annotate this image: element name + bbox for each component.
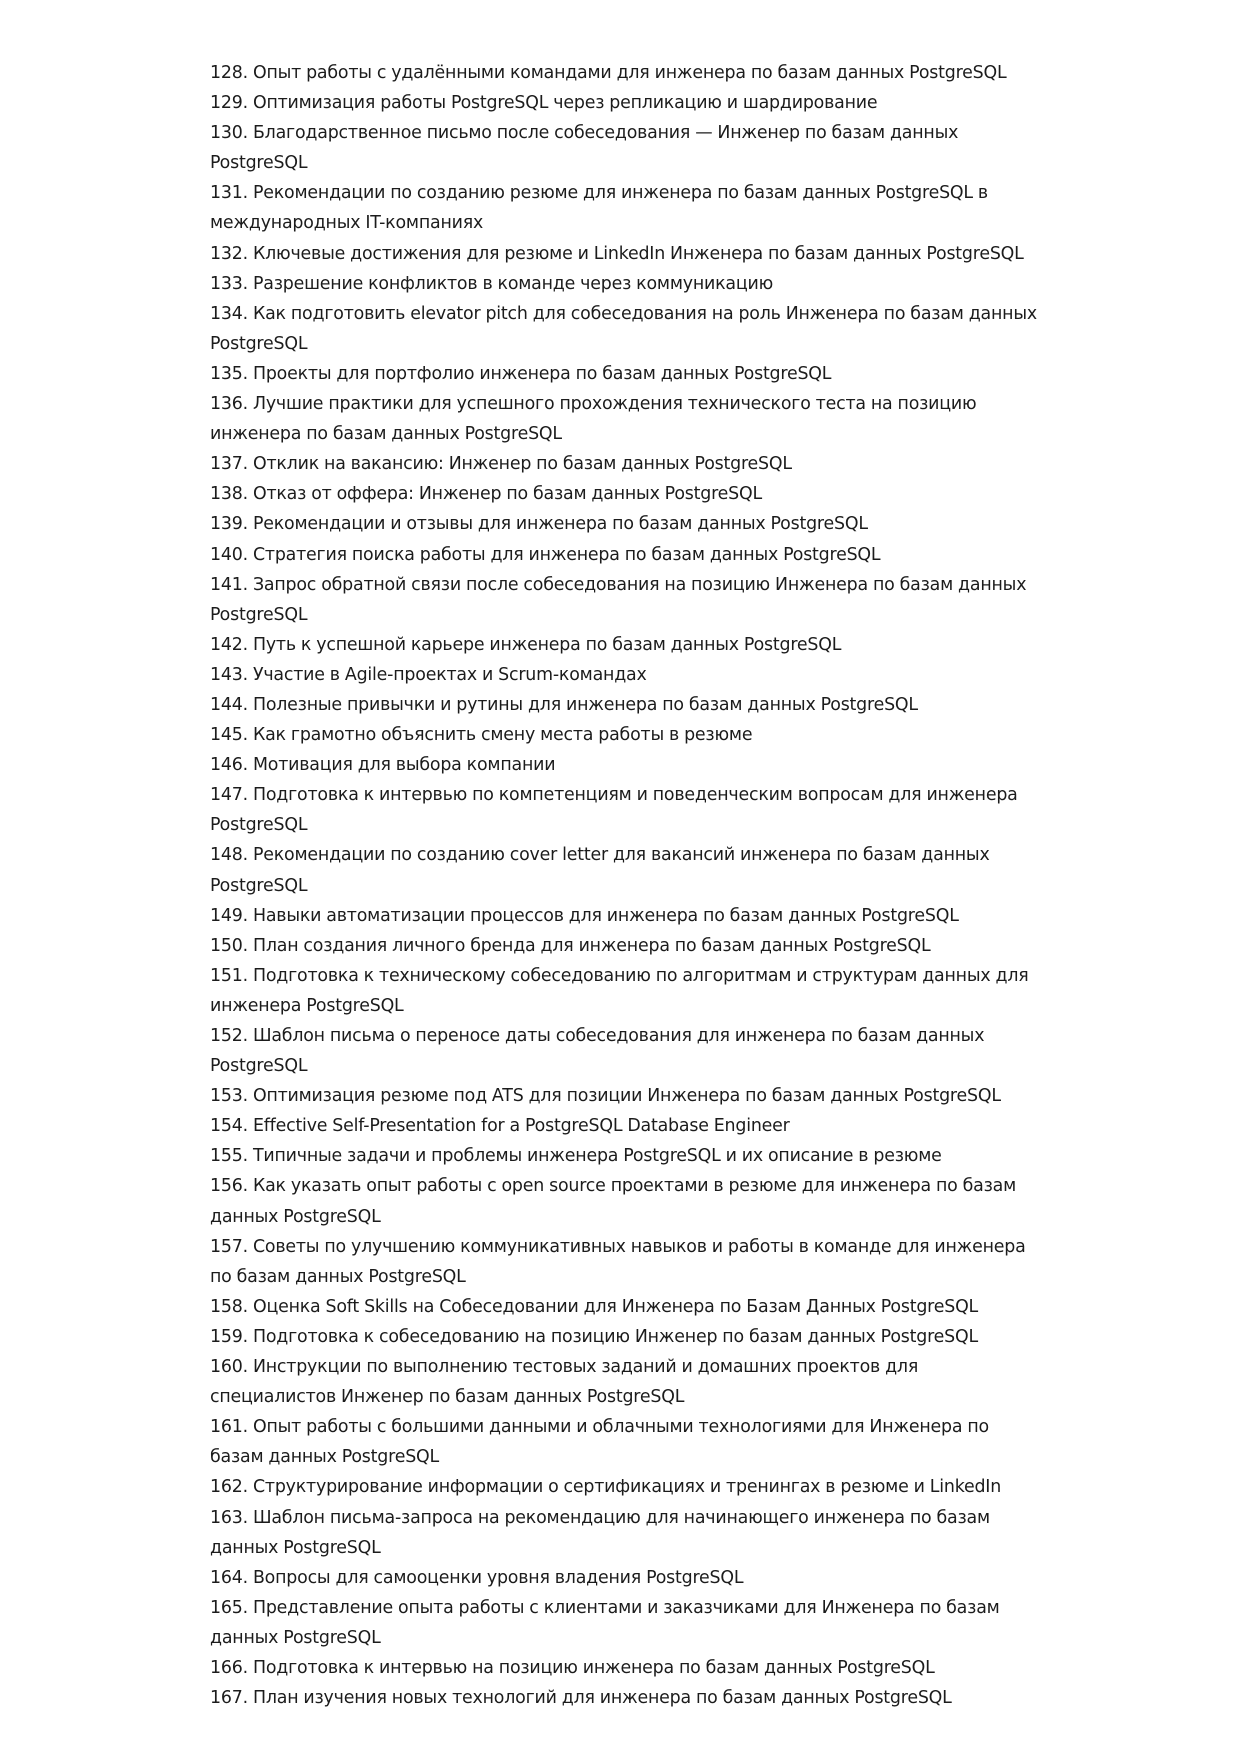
toc-item-134: 134. Как подготовить elevator pitch для собеседования на роль Инженера по базам данных PostgreSQL <box>210 303 1037 354</box>
toc-item-153: 153. Оптимизация резюме под ATS для позиции Инженера по базам данных PostgreSQL <box>210 1086 1001 1107</box>
toc-item-166: 166. Подготовка к интервью на позицию инженера по базам данных PostgreSQL <box>210 1657 935 1678</box>
toc-item-150: 150. План создания личного бренда для инженера по базам данных PostgreSQL <box>210 935 931 956</box>
toc-item-167: 167. План изучения новых технологий для инженера по базам данных PostgreSQL <box>210 1688 952 1709</box>
toc-item-137: 137. Отклик на вакансию: Инженер по базам данных PostgreSQL <box>210 454 792 475</box>
toc-item-157: 157. Советы по улучшению коммуникативных навыков и работы в команде для инженера по базам данных PostgreSQL <box>210 1236 1026 1287</box>
toc-item-140: 140. Стратегия поиска работы для инженера по базам данных PostgreSQL <box>210 544 881 565</box>
toc-item-148: 148. Рекомендации по созданию cover letter для вакансий инженера по базам данных PostgreSQL <box>210 845 990 896</box>
toc-item-151: 151. Подготовка к техническому собеседованию по алгоритмам и структурам данных для инженера PostgreSQL <box>210 965 1029 1016</box>
document-page <box>210 58 1040 1713</box>
toc-item-128: 128. Опыт работы с удалёнными командами для инженера по базам данных PostgreSQL <box>210 63 1007 83</box>
toc-item-133: 133. Разрешение конфликтов в команде через коммуникацию <box>210 273 774 294</box>
toc-item-135: 135. Проекты для портфолио инженера по базам данных PostgreSQL <box>210 363 832 384</box>
toc-list <box>210 58 1040 1713</box>
toc-item-152: 152. Шаблон письма о переносе даты собеседования для инженера по базам данных PostgreSQL <box>210 1026 985 1077</box>
toc-item-141: 141. Запрос обратной связи после собеседования на позицию Инженера по базам данных PostgreSQL <box>210 574 1027 625</box>
toc-item-131: 131. Рекомендации по созданию резюме для инженера по базам данных PostgreSQL в международных IT-компаниях <box>210 183 988 234</box>
toc-item-144: 144. Полезные привычки и рутины для инженера по базам данных PostgreSQL <box>210 694 918 715</box>
toc-item-138: 138. Отказ от оффера: Инженер по базам данных PostgreSQL <box>210 484 762 505</box>
toc-item-161: 161. Опыт работы с большими данными и облачными технологиями для Инженера по базам данных PostgreSQL <box>210 1417 989 1468</box>
toc-item-147: 147. Подготовка к интервью по компетенциям и поведенческим вопросам для инженера PostgreSQL <box>210 785 1018 836</box>
toc-item-132: 132. Ключевые достижения для резюме и LinkedIn Инженера по базам данных PostgreSQL <box>210 243 1024 264</box>
toc-item-145: 145. Как грамотно объяснить смену места работы в резюме <box>210 725 753 746</box>
toc-item-154: 154. Effective Self-Presentation for a PostgreSQL Database Engineer <box>210 1116 790 1137</box>
toc-item-130: 130. Благодарственное письмо после собеседования — Инженер по базам данных PostgreSQL <box>210 123 959 174</box>
toc-item-162: 162. Структурирование информации о сертификациях и тренингах в резюме и LinkedIn <box>210 1477 1002 1498</box>
toc-item-164: 164. Вопросы для самооценки уровня владения PostgreSQL <box>210 1567 744 1588</box>
toc-item-129: 129. Оптимизация работы PostgreSQL через репликацию и шардирование <box>210 93 878 114</box>
toc-item-139: 139. Рекомендации и отзывы для инженера по базам данных PostgreSQL <box>210 514 868 535</box>
toc-item-136: 136. Лучшие практики для успешного прохождения технического теста на позицию инженера по базам данных PostgreSQL <box>210 394 977 445</box>
toc-item-143: 143. Участие в Agile-проектах и Scrum-командах <box>210 664 647 685</box>
toc-item-158: 158. Оценка Soft Skills на Собеседовании для Инженера по Базам Данных PostgreSQL <box>210 1296 979 1317</box>
toc-item-149: 149. Навыки автоматизации процессов для инженера по базам данных PostgreSQL <box>210 905 959 926</box>
toc-item-165: 165. Представление опыта работы с клиентами и заказчиками для Инженера по базам данных PostgreSQL <box>210 1597 1000 1648</box>
toc-item-146: 146. Мотивация для выбора компании <box>210 755 556 776</box>
toc-item-159: 159. Подготовка к собеседованию на позицию Инженер по базам данных PostgreSQL <box>210 1326 978 1347</box>
toc-item-142: 142. Путь к успешной карьере инженера по базам данных PostgreSQL <box>210 634 842 655</box>
toc-item-155: 155. Типичные задачи и проблемы инженера PostgreSQL и их описание в резюме <box>210 1146 942 1167</box>
toc-item-163: 163. Шаблон письма-запроса на рекомендацию для начинающего инженера по базам данных PostgreSQL <box>210 1507 990 1558</box>
toc-item-156: 156. Как указать опыт работы с open source проектами в резюме для инженера по базам данных PostgreSQL <box>210 1176 1017 1227</box>
toc-item-160: 160. Инструкции по выполнению тестовых заданий и домашних проектов для специалистов Инженер по базам данных PostgreSQL <box>210 1357 919 1408</box>
